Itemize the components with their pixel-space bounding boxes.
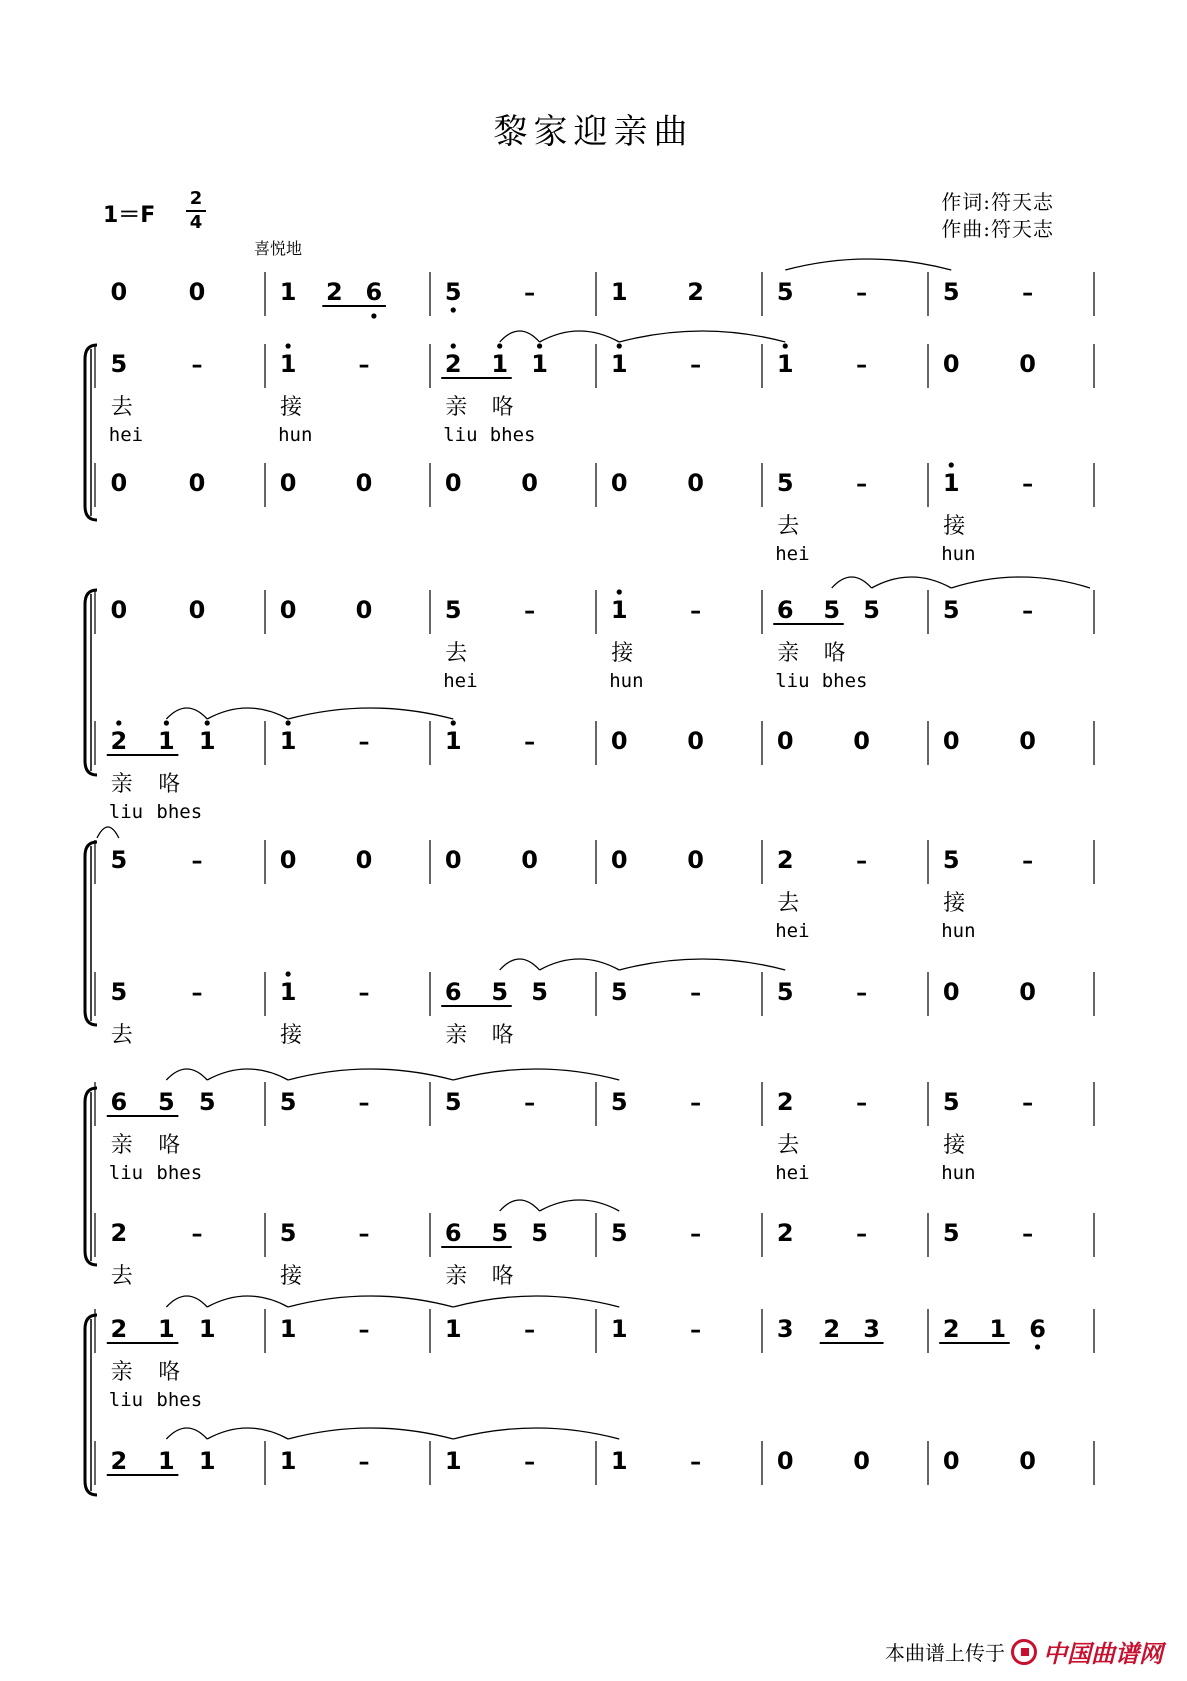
- tie-arc: [500, 959, 540, 970]
- note-digit: 0: [188, 278, 206, 306]
- note-digit: 0: [776, 1447, 794, 1475]
- footer-text: 本曲谱上传于: [885, 1641, 1005, 1665]
- tie-arc: [872, 577, 952, 588]
- duration-dash: –: [690, 1318, 702, 1343]
- duration-dash: –: [1022, 1091, 1034, 1116]
- note-digit: 0: [1019, 978, 1036, 1006]
- note-digit: 0: [110, 278, 128, 306]
- note-digit: 2: [942, 1315, 960, 1343]
- duration-dash: –: [524, 599, 536, 624]
- lyric-syllable: 亲: [777, 641, 800, 666]
- note-digit: 1: [942, 469, 960, 497]
- lyric-syllable: 去: [110, 1264, 133, 1289]
- lyric-syllable: 去: [110, 1023, 133, 1048]
- tie-arc: [207, 708, 288, 719]
- pinyin-syllable: bhes: [489, 424, 536, 446]
- tie-arc: [540, 331, 620, 342]
- note-digit: 1: [279, 727, 297, 755]
- tie-arc: [785, 259, 951, 270]
- note-digit: 0: [942, 1447, 960, 1475]
- note-digit: 2: [823, 1315, 841, 1343]
- note-digit: 1: [198, 1447, 216, 1475]
- high-octave-dot: [286, 971, 291, 976]
- low-octave-dot: [451, 307, 456, 312]
- note-digit: 5: [110, 846, 128, 874]
- tie-arc: [166, 1069, 207, 1080]
- duration-dash: –: [358, 1222, 370, 1247]
- lyric-syllable: 咯: [823, 641, 846, 666]
- note-digit: 1: [531, 350, 548, 378]
- lyric-syllable: 咯: [491, 1264, 514, 1289]
- note-digit: 0: [444, 469, 462, 497]
- lyric-syllable: 咯: [158, 1360, 181, 1385]
- time-signature-top: 2: [189, 188, 203, 209]
- note-digit: 2: [110, 1447, 128, 1475]
- note-digit: 5: [531, 978, 548, 1006]
- lyric-syllable: 亲: [110, 1133, 133, 1158]
- note-digit: 5: [942, 846, 960, 874]
- lyric-syllable: 去: [445, 641, 468, 666]
- lyric-syllable: 接: [611, 641, 634, 666]
- note-digit: 5: [776, 469, 794, 497]
- note-digit: 0: [110, 596, 128, 624]
- duration-dash: –: [856, 472, 868, 497]
- note-digit: 1: [610, 1315, 628, 1343]
- high-octave-dot: [451, 720, 456, 725]
- duration-dash: –: [358, 730, 370, 755]
- note-digit: 1: [158, 727, 175, 755]
- note-digit: 0: [355, 469, 373, 497]
- song-title: 黎家迎亲曲: [493, 112, 694, 152]
- pinyin-syllable: hun: [609, 670, 644, 692]
- note-digit: 0: [521, 846, 538, 874]
- duration-dash: –: [690, 353, 702, 378]
- note-digit: 5: [279, 1219, 297, 1247]
- duration-dash: –: [690, 1222, 702, 1247]
- footer-brand[interactable]: 中国曲谱网: [1043, 1640, 1163, 1668]
- composer-credit: 作曲:符天志: [941, 217, 1054, 241]
- tie-arc: [453, 1069, 619, 1080]
- note-digit: 1: [279, 1447, 297, 1475]
- note-digit: 0: [610, 727, 628, 755]
- note-digit: 1: [198, 1315, 216, 1343]
- tie-arc: [288, 1296, 453, 1307]
- lyric-syllable: 咯: [491, 395, 514, 420]
- duration-dash: –: [1022, 1222, 1034, 1247]
- duration-dash: –: [358, 1318, 370, 1343]
- note-digit: 0: [610, 846, 628, 874]
- note-digit: 2: [110, 1315, 128, 1343]
- note-digit: 1: [989, 1315, 1007, 1343]
- duration-dash: –: [1022, 599, 1034, 624]
- note-digit: 5: [942, 1088, 960, 1116]
- pinyin-syllable: liu: [108, 1389, 144, 1411]
- lyric-syllable: 亲: [110, 1360, 133, 1385]
- duration-dash: –: [524, 1450, 536, 1475]
- site-footer: [885, 1634, 1163, 1669]
- note-digit: 5: [863, 596, 880, 624]
- note-digit: 0: [942, 978, 960, 1006]
- tie-arc: [500, 331, 540, 342]
- note-digit: 5: [444, 1088, 462, 1116]
- note-digit: 0: [110, 469, 128, 497]
- duration-dash: –: [1022, 281, 1034, 306]
- duration-dash: –: [690, 599, 702, 624]
- lyric-syllable: 亲: [445, 1023, 468, 1048]
- note-digit: 2: [776, 1088, 794, 1116]
- note-digit: 1: [444, 1315, 462, 1343]
- tie-arc: [207, 1069, 288, 1080]
- duration-dash: –: [524, 1318, 536, 1343]
- duration-dash: –: [856, 1222, 868, 1247]
- note-digit: 5: [158, 1088, 175, 1116]
- tie-arc: [500, 1200, 540, 1211]
- note-digit: 0: [521, 469, 538, 497]
- lyric-syllable: 接: [280, 395, 303, 420]
- note-digit: 0: [279, 846, 297, 874]
- note-digit: 2: [444, 350, 462, 378]
- note-digit: 5: [610, 978, 628, 1006]
- lyric-syllable: 亲: [445, 395, 468, 420]
- note-digit: 0: [942, 350, 960, 378]
- note-digit: 5: [776, 978, 794, 1006]
- lyric-syllable: 咯: [158, 1133, 181, 1158]
- pinyin-syllable: hun: [941, 1162, 976, 1184]
- duration-dash: –: [856, 981, 868, 1006]
- duration-dash: –: [856, 1091, 868, 1116]
- note-digit: 2: [110, 1219, 128, 1247]
- pinyin-syllable: liu: [108, 801, 144, 823]
- note-digit: 2: [776, 846, 794, 874]
- note-digit: 1: [158, 1447, 175, 1475]
- note-digit: 5: [942, 596, 960, 624]
- duration-dash: –: [191, 981, 203, 1006]
- tie-arc: [166, 1296, 207, 1307]
- duration-dash: –: [358, 981, 370, 1006]
- note-digit: 2: [110, 727, 128, 755]
- duration-dash: –: [856, 281, 868, 306]
- site-logo-icon: [1011, 1639, 1037, 1665]
- key-signature: 1＝F: [103, 203, 156, 228]
- note-digit: 5: [531, 1219, 548, 1247]
- high-octave-dot: [205, 720, 210, 725]
- duration-dash: –: [1022, 472, 1034, 497]
- low-octave-dot: [1035, 1344, 1040, 1349]
- pinyin-syllable: hun: [941, 920, 976, 942]
- note-digit: 5: [942, 1219, 960, 1247]
- note-digit: 5: [491, 1219, 509, 1247]
- duration-dash: –: [191, 849, 203, 874]
- note-digit: 3: [863, 1315, 880, 1343]
- time-signature-bottom: 4: [189, 212, 203, 233]
- duration-dash: –: [191, 353, 203, 378]
- note-digit: 5: [279, 1088, 297, 1116]
- tie-arc: [97, 827, 119, 838]
- note-digit: 0: [355, 596, 373, 624]
- note-digit: 0: [687, 846, 704, 874]
- pinyin-syllable: hun: [941, 543, 976, 565]
- note-digit: 5: [110, 978, 128, 1006]
- duration-dash: –: [191, 1222, 203, 1247]
- lyric-syllable: 去: [777, 1133, 800, 1158]
- high-octave-dot: [286, 720, 291, 725]
- note-digit: 1: [610, 596, 628, 624]
- note-digit: 0: [1019, 350, 1036, 378]
- pinyin-syllable: bhes: [156, 801, 203, 823]
- tie-arc: [288, 1069, 453, 1080]
- tie-arc: [207, 1428, 288, 1439]
- note-digit: 0: [1019, 1447, 1036, 1475]
- pinyin-syllable: hei: [775, 543, 810, 565]
- duration-dash: –: [524, 730, 536, 755]
- duration-dash: –: [856, 353, 868, 378]
- note-digit: 5: [444, 596, 462, 624]
- note-digit: 1: [610, 1447, 628, 1475]
- note-digit: 1: [610, 350, 628, 378]
- note-digit: 0: [355, 846, 373, 874]
- note-digit: 3: [776, 1315, 794, 1343]
- note-digit: 0: [853, 1447, 870, 1475]
- note-digit: 0: [610, 469, 628, 497]
- duration-dash: –: [690, 1450, 702, 1475]
- pinyin-syllable: bhes: [156, 1389, 203, 1411]
- note-digit: 1: [279, 978, 297, 1006]
- high-octave-dot: [497, 343, 502, 348]
- note-digit: 0: [279, 596, 297, 624]
- note-digit: 1: [279, 278, 297, 306]
- tie-arc: [540, 959, 620, 970]
- note-digit: 0: [853, 727, 870, 755]
- note-digit: 0: [188, 596, 206, 624]
- pinyin-syllable: liu: [443, 424, 478, 446]
- duration-dash: –: [524, 1091, 536, 1116]
- lyric-syllable: 接: [280, 1023, 303, 1048]
- note-digit: 0: [776, 727, 794, 755]
- lyric-syllable: 去: [777, 514, 800, 539]
- note-digit: 5: [776, 278, 794, 306]
- pinyin-syllable: liu: [108, 1162, 144, 1184]
- note-digit: 2: [687, 278, 704, 306]
- duration-dash: –: [1022, 849, 1034, 874]
- note-digit: 0: [1019, 727, 1036, 755]
- high-octave-dot: [164, 720, 169, 725]
- pinyin-syllable: bhes: [821, 670, 868, 692]
- lyric-syllable: 接: [943, 891, 966, 916]
- note-digit: 1: [444, 727, 462, 755]
- note-digit: 1: [444, 1447, 462, 1475]
- note-digit: 0: [279, 469, 297, 497]
- duration-dash: –: [524, 281, 536, 306]
- lyric-syllable: 亲: [445, 1264, 468, 1289]
- note-digit: 6: [444, 1219, 462, 1247]
- duration-dash: –: [690, 1091, 702, 1116]
- note-digit: 5: [110, 350, 128, 378]
- high-octave-dot: [451, 343, 456, 348]
- note-digit: 2: [325, 278, 343, 306]
- note-digit: 6: [365, 278, 383, 306]
- lyricist-credit: 作词:符天志: [941, 190, 1054, 214]
- note-digit: 1: [776, 350, 794, 378]
- high-octave-dot: [617, 343, 622, 348]
- pinyin-syllable: hei: [443, 670, 478, 692]
- note-digit: 2: [776, 1219, 794, 1247]
- note-digit: 6: [776, 596, 794, 624]
- high-octave-dot: [537, 343, 542, 348]
- duration-dash: –: [358, 353, 370, 378]
- duration-dash: –: [358, 1091, 370, 1116]
- note-digit: 1: [198, 727, 216, 755]
- tie-arc: [540, 1200, 620, 1211]
- pinyin-syllable: bhes: [156, 1162, 203, 1184]
- tie-arc: [619, 331, 785, 342]
- note-digit: 5: [610, 1088, 628, 1116]
- note-digit: 5: [823, 596, 841, 624]
- note-digit: 6: [1029, 1315, 1046, 1343]
- tie-arc: [453, 1428, 619, 1439]
- low-octave-dot: [371, 313, 376, 318]
- note-digit: 6: [110, 1088, 128, 1116]
- note-digit: 0: [687, 727, 704, 755]
- pinyin-syllable: hei: [775, 1162, 810, 1184]
- note-digit: 1: [491, 350, 509, 378]
- lyric-syllable: 接: [280, 1264, 303, 1289]
- note-digit: 0: [942, 727, 960, 755]
- tie-arc: [453, 1296, 619, 1307]
- tie-arc: [288, 1428, 453, 1439]
- high-octave-dot: [783, 343, 788, 348]
- note-digit: 5: [491, 978, 509, 1006]
- pinyin-syllable: hei: [775, 920, 810, 942]
- pinyin-syllable: hei: [108, 424, 144, 446]
- pinyin-syllable: liu: [775, 670, 810, 692]
- note-digit: 5: [444, 278, 462, 306]
- tie-arc: [288, 708, 453, 719]
- high-octave-dot: [286, 343, 291, 348]
- note-digit: 5: [610, 1219, 628, 1247]
- note-digit: 5: [942, 278, 960, 306]
- note-digit: 1: [279, 350, 297, 378]
- tie-arc: [207, 1296, 288, 1307]
- tie-arc: [166, 1428, 207, 1439]
- tie-arc: [951, 577, 1090, 588]
- lyric-syllable: 去: [110, 395, 133, 420]
- note-digit: 1: [158, 1315, 175, 1343]
- note-digit: 0: [687, 469, 704, 497]
- note-digit: 0: [188, 469, 206, 497]
- lyric-syllable: 去: [777, 891, 800, 916]
- tie-arc: [832, 577, 872, 588]
- note-digit: 1: [279, 1315, 297, 1343]
- pinyin-syllable: hun: [278, 424, 313, 446]
- lyric-syllable: 咯: [158, 772, 181, 797]
- tie-arc: [166, 708, 207, 719]
- note-digit: 1: [610, 278, 628, 306]
- tie-arc: [619, 959, 785, 970]
- lyric-syllable: 接: [943, 1133, 966, 1158]
- lyric-syllable: 接: [943, 514, 966, 539]
- note-digit: 6: [444, 978, 462, 1006]
- high-octave-dot: [617, 589, 622, 594]
- duration-dash: –: [690, 981, 702, 1006]
- tempo-marking: 喜悦地: [254, 239, 303, 258]
- lyric-syllable: 咯: [491, 1023, 514, 1048]
- duration-dash: –: [856, 849, 868, 874]
- high-octave-dot: [949, 462, 954, 467]
- lyric-syllable: 亲: [110, 772, 133, 797]
- high-octave-dot: [116, 720, 121, 725]
- note-digit: 5: [198, 1088, 216, 1116]
- duration-dash: –: [358, 1450, 370, 1475]
- note-digit: 0: [444, 846, 462, 874]
